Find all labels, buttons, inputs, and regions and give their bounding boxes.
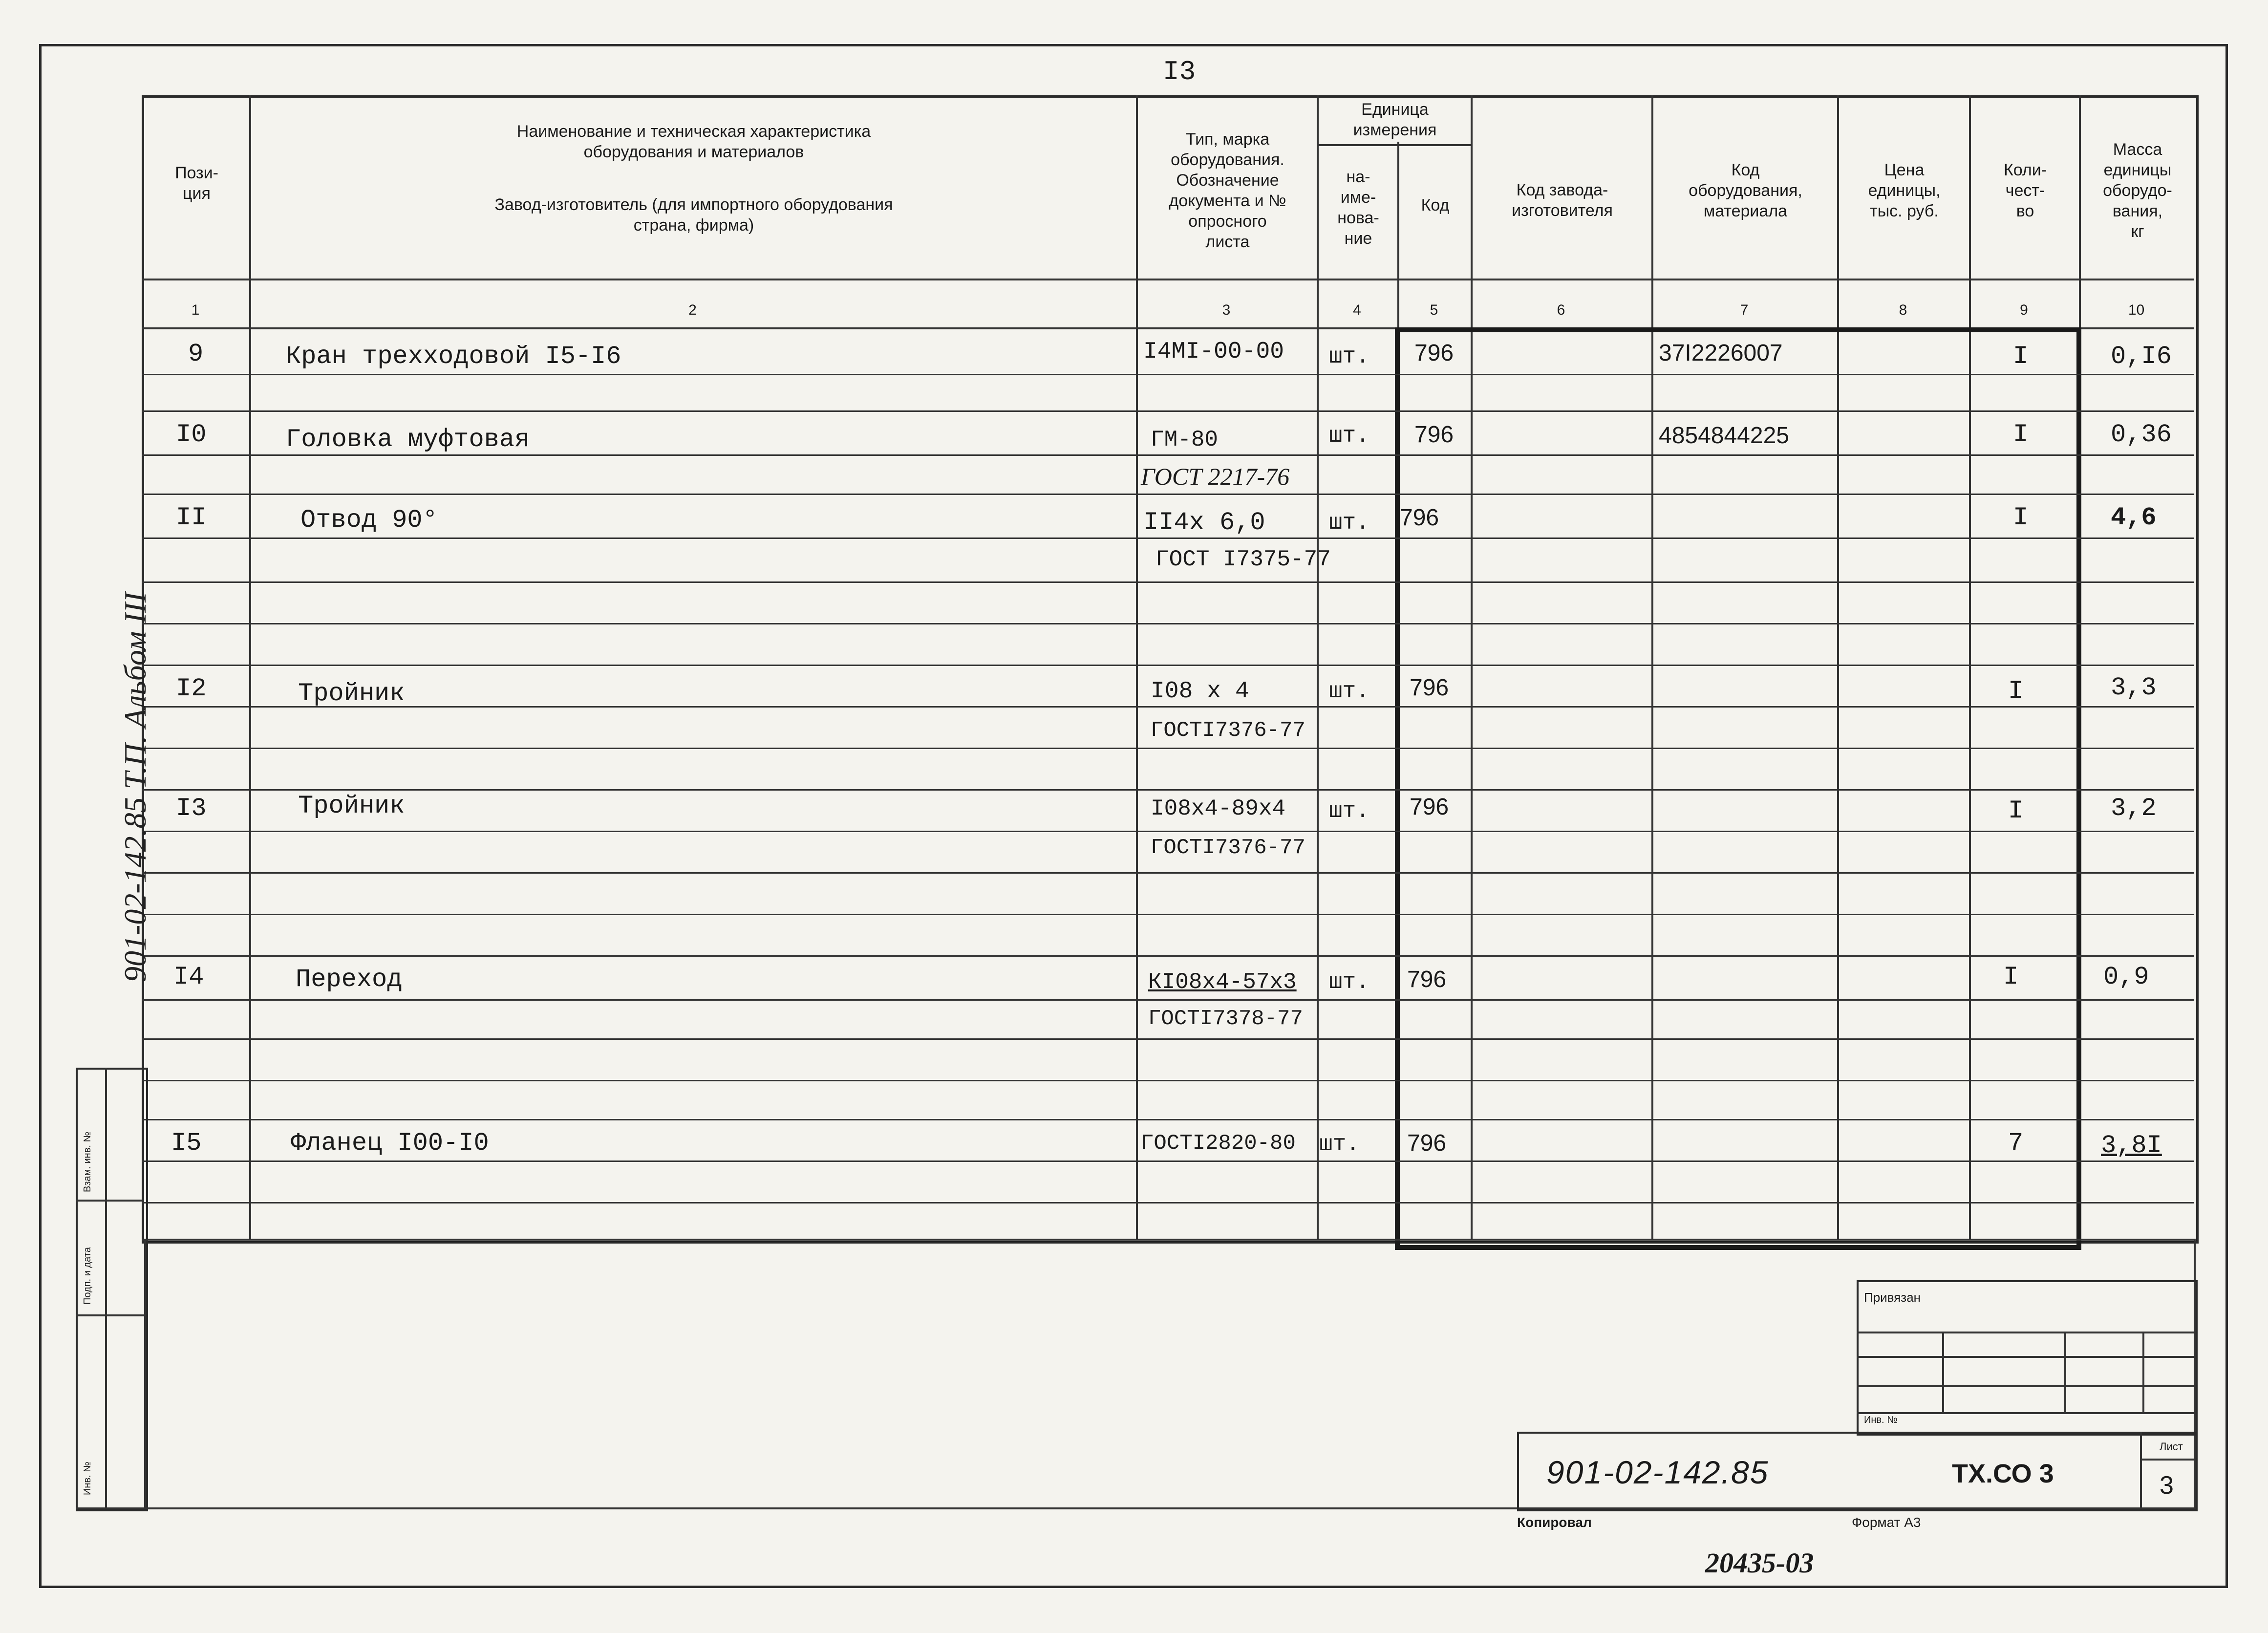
row-9-eq-code: 37I2226007 [1659,340,1783,366]
row-14-unit: шт. [1329,969,1369,995]
body-row-line [142,1202,2194,1203]
body-row-line [142,872,2194,874]
privyazan-line-4 [1857,1412,2194,1414]
colnum-5: 5 [1430,302,1438,318]
body-row-line [142,374,2194,375]
row-12-type: I08 x 4 [1151,678,1249,705]
kopiroval-label: Копировал [1517,1515,1592,1530]
doc-number: 901-02-142.85 [1546,1454,1769,1490]
privyazan-vline-3 [2142,1332,2144,1412]
sheet-top-number: I3 [1163,56,1196,87]
row-13-name: Тройник [298,792,405,820]
unit-header-divider [1317,144,1471,146]
header-bottom-line [142,279,2194,280]
colnum-2: 2 [688,302,697,318]
header-unit-code: Код [1421,196,1450,215]
row-10-code: 796 [1414,422,1454,448]
inv-label: Инв. № [1864,1415,1898,1425]
list-value: 3 [2160,1471,2174,1500]
row-13-type2: ГОСТI7376-77 [1151,836,1305,860]
body-row-line [142,494,2194,495]
row-11-qty: I [2013,503,2029,532]
colnum-7: 7 [1740,302,1749,318]
row-9-name: Кран трехходовой I5-I6 [286,342,621,371]
header-unit: Единица измерения [1353,100,1437,139]
header-name-a: Наименование и техническая характеристика оборудования и материалов [516,122,871,161]
row-13-unit: шт. [1329,798,1369,824]
row-11-type: II4х 6,0 [1143,508,1265,537]
header-price: Цена единицы, тыс. руб. [1868,161,1941,220]
doc-code: ТХ.СО 3 [1952,1459,2054,1488]
header-mass: Масса единицы оборудо- вания, кг [2103,140,2172,241]
colnum-6: 6 [1557,302,1565,318]
header-type: Тип, марка оборудования. Обозначение документа и № опросного листа [1169,130,1286,251]
row-12-qty: I [2008,677,2024,706]
row-10-type2: ГОСТ 2217-76 [1141,463,1290,490]
body-row-line [142,1160,2194,1162]
body-row-line [142,581,2194,583]
format-label: Формат А3 [1852,1515,1921,1530]
row-15-name: Фланец I00-I0 [291,1129,489,1158]
row-13-type: I08х4-89х4 [1151,796,1286,821]
header-quantity: Коли- чест- во [2003,161,2047,220]
doc-list-divider [2140,1432,2142,1507]
header-position: Пози- ция [175,164,218,203]
row-12-position: I2 [176,674,207,703]
row-13-mass: 3,2 [2111,794,2157,823]
col-line-2 [1136,95,1138,1239]
row-11-mass: 4,6 [2111,503,2157,532]
header-name-b: Завод-изготовитель (для импортного оборудования страна, фирма) [494,195,893,235]
row-9-mass: 0,I6 [2111,342,2172,371]
colnum-4: 4 [1353,302,1361,318]
header-unit-name: на- име- нова- ние [1337,168,1379,248]
side-album-text: 901-02-142.85 Т.П. Альбом III [118,592,152,982]
left-strip-a: Взам. инв. № [82,1132,93,1192]
row-14-qty: I [2003,963,2019,991]
row-13-position: I3 [176,794,207,823]
row-10-mass: 0,36 [2111,420,2172,449]
header-equipment-code: Код оборудования, материала [1689,161,1802,220]
body-row-line [142,999,2194,1001]
row-10-qty: I [2013,420,2029,449]
body-row-line [142,706,2194,708]
privyazan-label: Привязан [1864,1290,1921,1305]
body-row-line [142,665,2194,666]
row-12-code: 796 [1410,675,1449,701]
body-row-line [142,914,2194,915]
row-10-type: ГМ-80 [1151,427,1219,452]
body-row-line [142,623,2194,624]
body-row-line [142,410,2194,412]
row-15-mass: 3,8I [2101,1131,2162,1160]
row-9-type: I4MI-00-00 [1143,339,1284,365]
row-14-name: Переход [296,965,403,994]
row-13-code: 796 [1410,794,1449,820]
row-15-type: ГОСТI2820-80 [1141,1131,1296,1156]
colnum-8: 8 [1899,302,1907,318]
body-row-line [142,1038,2194,1040]
row-11-name: Отвод 90° [300,506,438,535]
body-row-line [142,955,2194,957]
body-row-line [142,1080,2194,1081]
row-14-type2: ГОСТI7378-77 [1148,1007,1303,1031]
colnum-1: 1 [191,302,200,318]
left-strip-divider [105,1068,107,1507]
row-11-code: 796 [1400,505,1439,531]
row-12-mass: 3,3 [2111,673,2157,702]
body-row-line [142,831,2194,832]
privyazan-vline-1 [1942,1332,1944,1412]
row-14-position: I4 [173,963,204,991]
body-row-line [142,1119,2194,1120]
row-15-qty: 7 [2008,1129,2024,1158]
lower-area-top [142,1239,2194,1241]
order-number: 20435-03 [1705,1547,1814,1579]
row-12-type2: ГОСТI7376-77 [1151,718,1305,743]
row-10-name: Головка муфтовая [286,425,530,454]
row-10-position: I0 [176,420,207,449]
row-10-unit: шт. [1329,423,1369,449]
header-plant-code: Код завода- изготовителя [1512,181,1613,220]
row-11-position: II [176,503,207,532]
body-row-line [142,748,2194,749]
highlight-box [1395,327,2081,1250]
row-9-code: 796 [1414,340,1454,366]
row-11-unit: шт. [1329,510,1369,536]
row-14-code: 796 [1407,967,1447,992]
row-9-unit: шт. [1329,344,1369,369]
col-line-1 [249,95,251,1239]
row-14-mass: 0,9 [2103,963,2149,991]
left-strip-line-2 [76,1314,144,1316]
body-row-line [142,454,2194,456]
col-line-3 [1317,95,1319,1239]
doc-list-line [2140,1459,2194,1461]
row-15-position: I5 [171,1129,202,1158]
left-strip-b: Подп. и дата [82,1247,93,1305]
row-15-unit: шт. [1319,1132,1360,1157]
colnum-3: 3 [1222,302,1231,318]
row-10-eq-code: 4854844225 [1659,423,1789,449]
left-strip-c: Инв. № [82,1461,93,1495]
row-12-name: Тройник [298,679,405,708]
row-12-unit: шт. [1329,679,1369,704]
body-row-line [142,537,2194,539]
body-row-line [142,789,2194,791]
row-9-position: 9 [188,340,204,368]
colnum-10: 10 [2128,302,2145,318]
list-label: Лист [2160,1440,2183,1453]
row-13-qty: I [2008,796,2024,825]
row-9-qty: I [2013,342,2029,371]
left-strip-line-1 [76,1200,144,1202]
colnum-9: 9 [2020,302,2028,318]
privyazan-vline-2 [2064,1332,2066,1412]
lower-area-left [144,1239,146,1507]
row-15-code: 796 [1407,1130,1447,1156]
row-11-type2: ГОСТ I7375-77 [1155,547,1331,572]
row-14-type: КI08х4-57х3 [1148,969,1297,995]
